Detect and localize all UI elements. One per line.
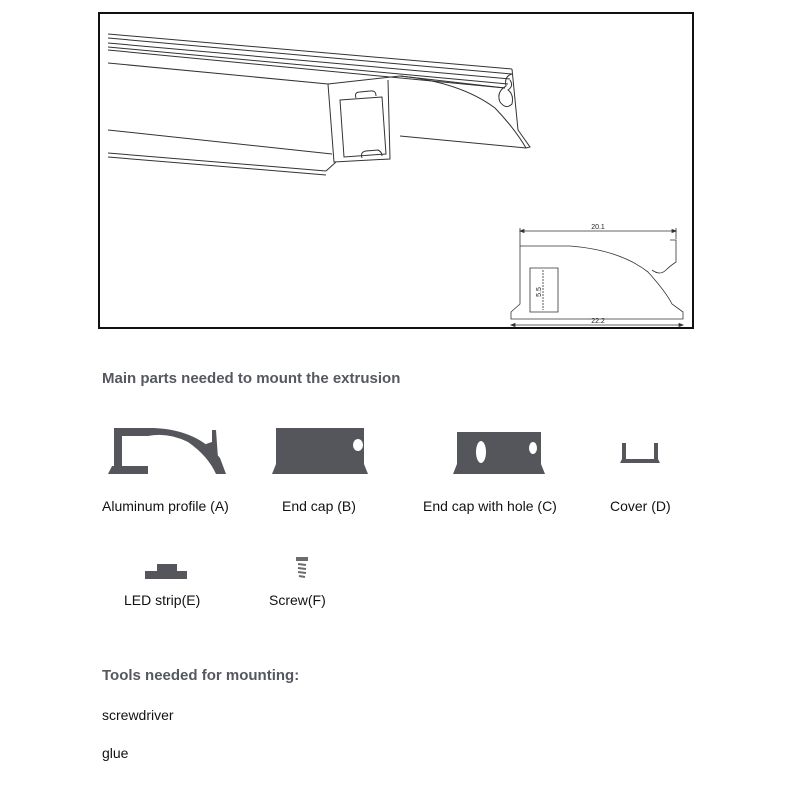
part-label-led-strip: LED strip(E): [124, 592, 201, 608]
tool-item-screwdriver: screwdriver: [102, 707, 174, 723]
dimension-top-width: 20.1: [591, 224, 605, 231]
cover-icon: [620, 443, 662, 465]
tools-section-title: Tools needed for mounting:: [102, 667, 300, 684]
aluminum-profile-icon: [108, 428, 228, 476]
part-label-aluminum-profile: Aluminum profile (A): [102, 498, 229, 514]
product-drawing-frame: [98, 12, 694, 329]
part-label-screw: Screw(F): [269, 592, 326, 608]
screw-icon: [295, 557, 309, 581]
part-label-cover: Cover (D): [610, 498, 671, 514]
tool-item-glue: glue: [102, 745, 129, 761]
extrusion-3d-drawing: [100, 14, 692, 327]
end-cap-with-hole-icon: [453, 432, 549, 474]
part-label-end-cap-with-hole: End cap with hole (C): [423, 498, 557, 514]
dimension-bottom-width: 22.2: [591, 318, 605, 325]
parts-section-title: Main parts needed to mount the extrusion: [102, 370, 401, 387]
end-cap-icon: [272, 428, 368, 474]
dimension-inner-height: 5.5: [536, 287, 543, 297]
part-label-end-cap: End cap (B): [282, 498, 356, 514]
led-strip-icon: [145, 564, 187, 580]
